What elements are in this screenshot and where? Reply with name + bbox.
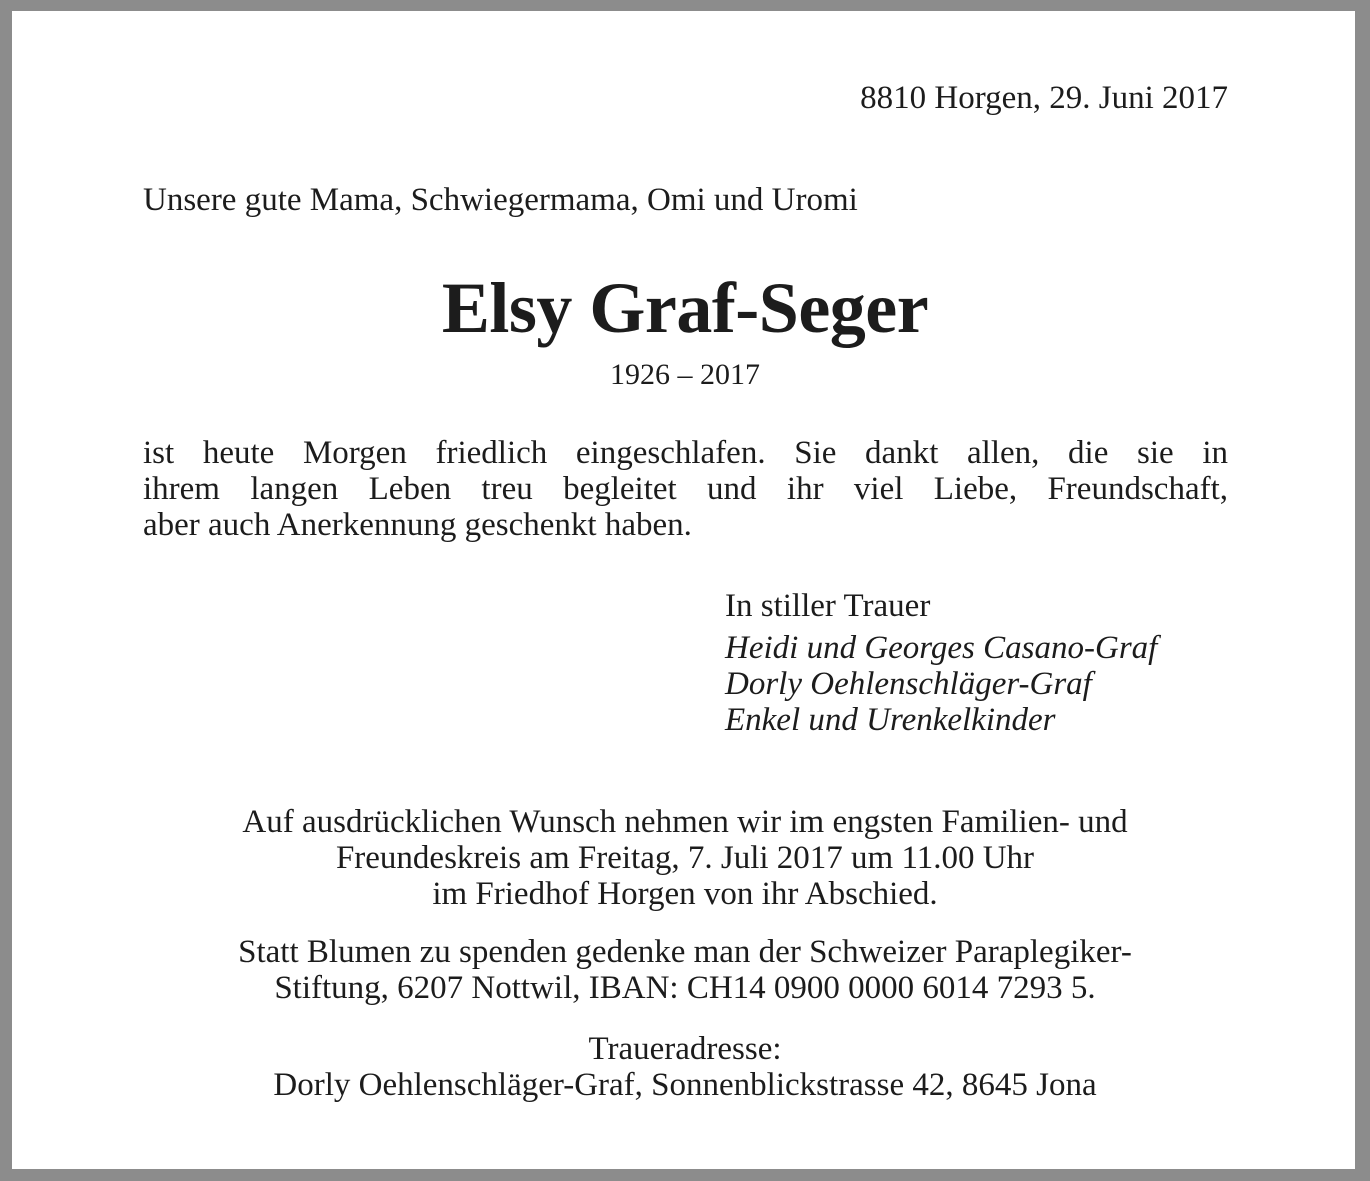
ceremony-line: Auf ausdrücklichen Wunsch nehmen wir im engsten Familien- und (242, 804, 1128, 840)
mourner-name: Heidi und Georges Casano-Graf (725, 630, 1158, 666)
address-label: Traueradresse: (588, 1031, 782, 1067)
address-value: Dorly Oehlenschläger-Graf, Sonnenblickstrasse 42, 8645 Jona (273, 1067, 1097, 1103)
mourner-name: Enkel und Urenkelkinder (725, 702, 1056, 738)
life-years: 1926 – 2017 (610, 358, 760, 391)
message-line: ist heute Morgen friedlich eingeschlafen. Sie dankt allen, die sie in (143, 435, 1228, 471)
donation-line: Statt Blumen zu spenden gedenke man der Schweizer Paraplegiker- (238, 934, 1132, 970)
message-line: aber auch Anerkennung geschenkt haben. (143, 507, 692, 543)
mourners-list (725, 630, 1157, 738)
mourning-address (0, 1031, 1370, 1103)
deceased-name: Elsy Graf-Seger (441, 268, 929, 348)
message-line: ihrem langen Leben treu begleitet und ihr viel Liebe, Freundschaft, (143, 471, 1228, 507)
mourner-name: Dorly Oehlenschläger-Graf (725, 666, 1092, 702)
donation-line: Stiftung, 6207 Nottwil, IBAN: CH14 0900 0000 6014 7293 5. (274, 970, 1096, 1006)
place-date: 8810 Horgen, 29. Juni 2017 (860, 80, 1228, 116)
intro-line: Unsere gute Mama, Schwiegermama, Omi und Uromi (143, 182, 858, 218)
ceremony-line: im Friedhof Horgen von ihr Abschied. (432, 876, 938, 912)
mourning-intro: In stiller Trauer (725, 588, 931, 624)
donation-paragraph (0, 934, 1370, 1006)
ceremony-paragraph (0, 804, 1370, 912)
message-paragraph (143, 435, 1228, 543)
ceremony-line: Freundeskreis am Freitag, 7. Juli 2017 um 11.00 Uhr (335, 840, 1035, 876)
